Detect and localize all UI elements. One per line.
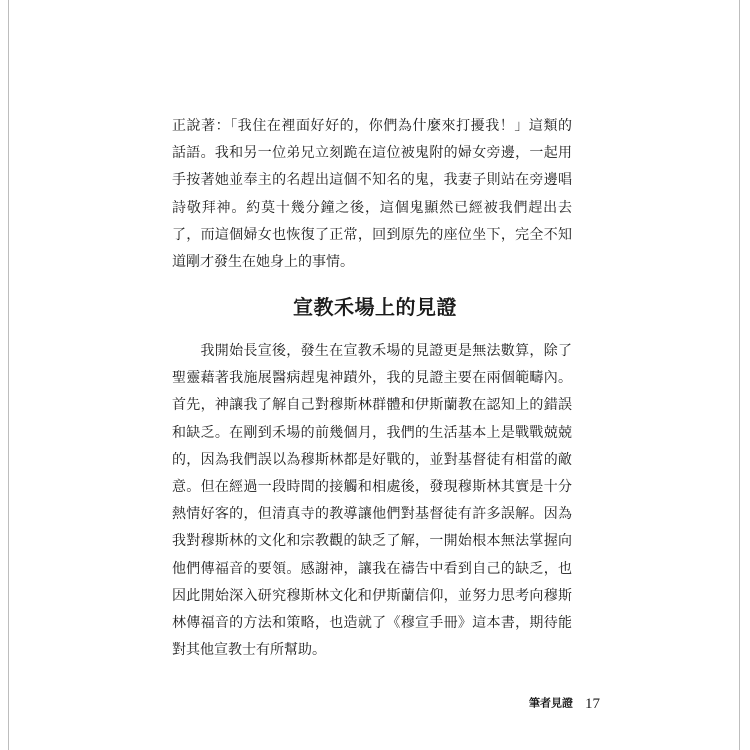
- text-line: 道剛才發生在她身上的事情。: [172, 253, 354, 270]
- text-line: 了，而這個婦女也恢復了正常，回到原先的座位坐下，完全不知: [172, 226, 572, 243]
- paragraph-2: [172, 338, 572, 664]
- text-line: 意。但在經過一段時間的接觸和相處後，發現穆斯林其實是十分: [172, 478, 572, 495]
- text-line: 詩敬拜神。約莫十幾分鐘之後，這個鬼顯然已經被我們趕出去: [172, 199, 572, 216]
- text-line: 對其他宣教士有所幫助。: [172, 642, 326, 659]
- text-line: 手按著她並奉主的名趕出這個不知名的鬼，我妻子則站在旁邊唱: [172, 172, 572, 189]
- text-line: 的，因為我們誤以為穆斯林都是好戰的，並對基督徒有相當的敵: [172, 451, 572, 468]
- paragraph-1: [172, 113, 572, 276]
- text-line: 和缺乏。在剛到禾場的前幾個月，我們的生活基本上是戰戰兢兢: [172, 424, 572, 441]
- text-line: 我開始長宣後，發生在宣教禾場的見證更是無法數算，除了: [200, 343, 572, 359]
- text-line: 話語。我和另一位弟兄立刻跪在這位被鬼附的婦女旁邊，一起用: [172, 145, 572, 162]
- page-number: 17: [585, 695, 600, 712]
- text-line: 聖靈藉著我施展醫病趕鬼神蹟外，我的見證主要在兩個範疇內。: [172, 370, 572, 387]
- text-line: 正說著：「我住在裡面好好的，你們為什麼來打擾我！」這類的: [172, 118, 572, 134]
- page-footer: [500, 692, 600, 714]
- section-heading: 宣教禾場上的見證: [293, 295, 457, 319]
- text-line: 因此開始深入研究穆斯林文化和伊斯蘭信仰，並努力思考向穆斯: [172, 587, 572, 604]
- text-line: 他們傳福音的要領。感謝神，讓我在禱告中看到自己的缺乏，也: [172, 560, 572, 577]
- text-line: 熱情好客的，但清真寺的教導讓他們對基督徒有許多誤解。因為: [172, 506, 572, 523]
- text-line: 林傳福音的方法和策略，也造就了《穆宣手冊》這本書，期待能: [172, 614, 572, 631]
- running-footer-label: 筆者見證: [529, 696, 573, 710]
- text-line: 首先，神讓我了解自己對穆斯林群體和伊斯蘭教在認知上的錯誤: [172, 397, 572, 414]
- text-line: 我對穆斯林的文化和宗教觀的缺乏了解，一開始根本無法掌握向: [172, 533, 572, 550]
